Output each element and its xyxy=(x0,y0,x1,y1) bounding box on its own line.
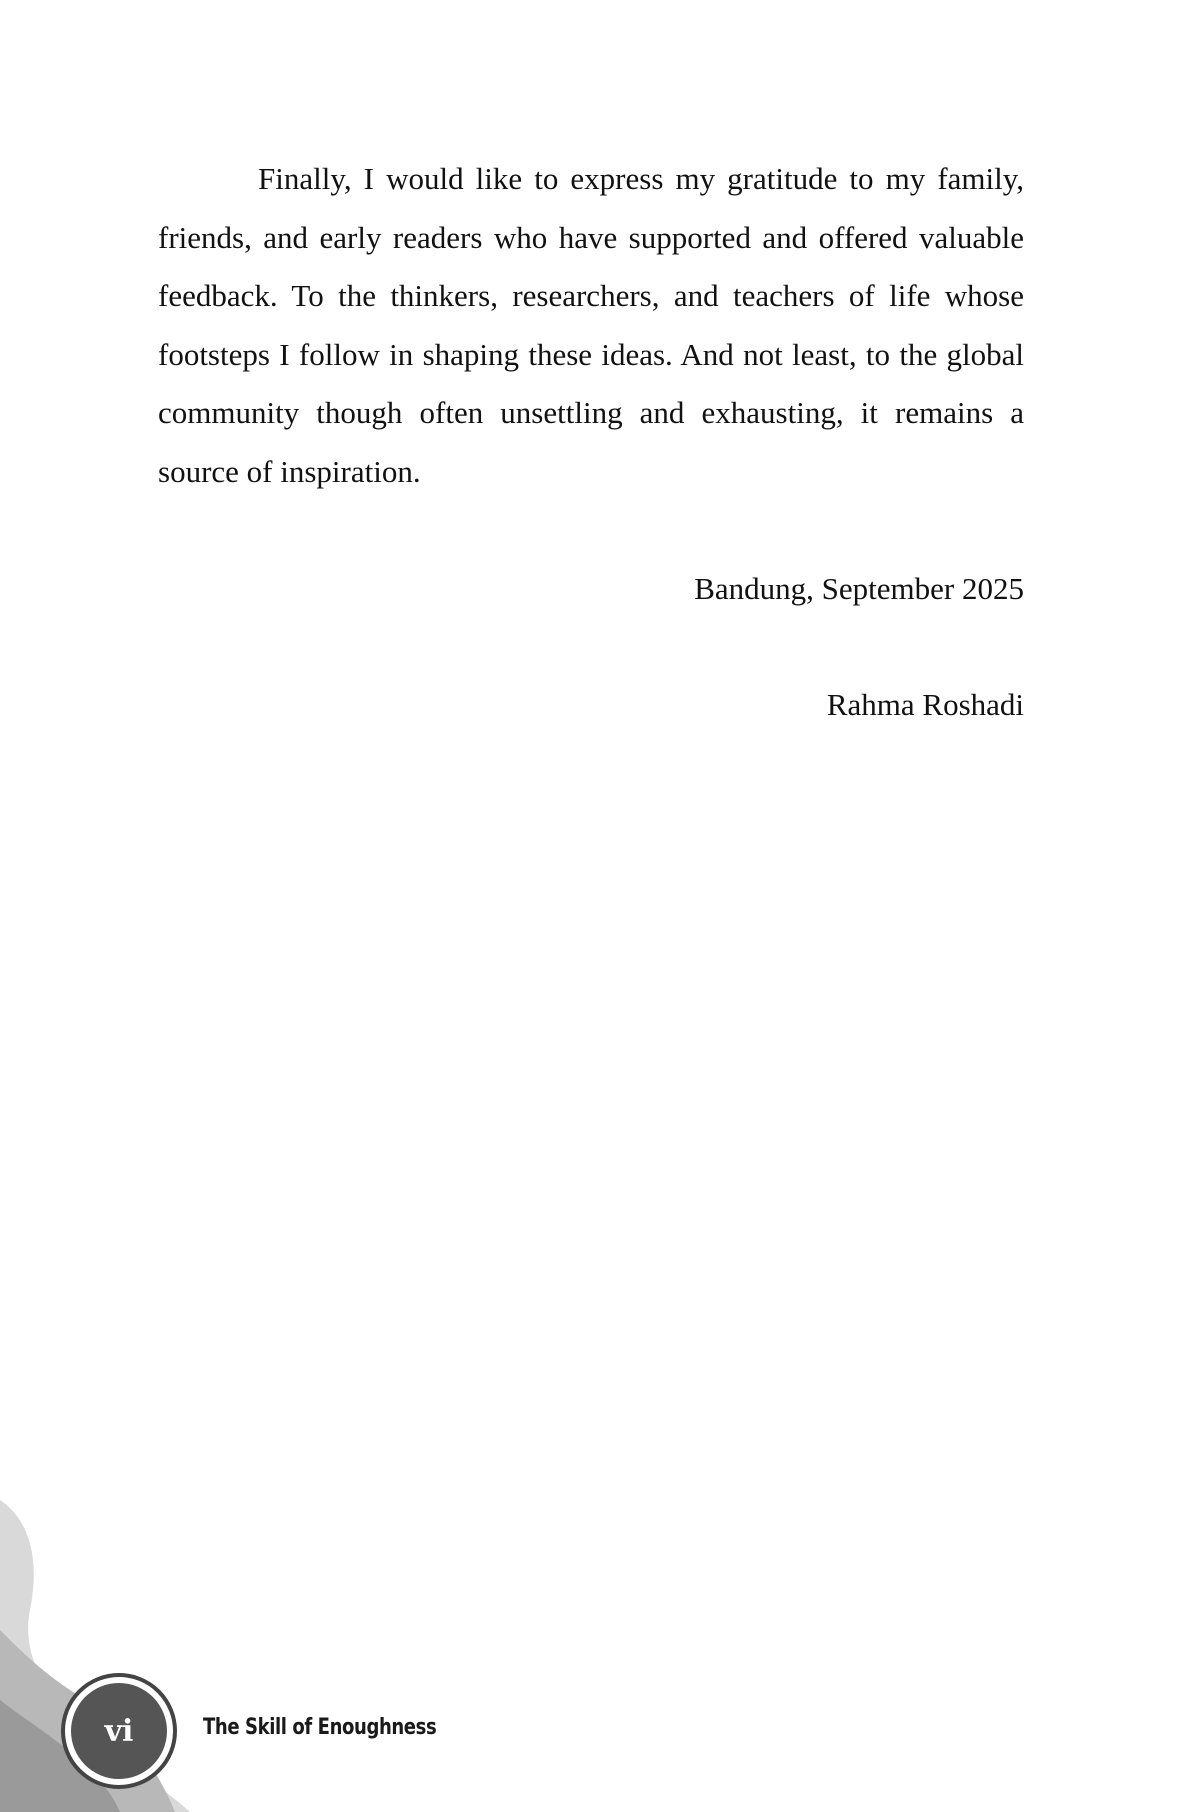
author-name: Rahma Roshadi xyxy=(826,687,1024,722)
acknowledgement-paragraph: Finally, I would like to express my gratitude to my family, friends, and early readers who have supported and offered valuable feedback. To the thinkers, researchers, and teachers of life whose footsteps I follow in shaping these ideas. And not least, to the global community though often unsettling and exhausting, it remains a source of inspiration. xyxy=(158,161,1024,489)
place-and-date: Bandung, September 2025 xyxy=(694,571,1024,606)
running-title: The Skill of Enoughness xyxy=(203,1715,437,1740)
page-number: vi xyxy=(104,1713,134,1749)
